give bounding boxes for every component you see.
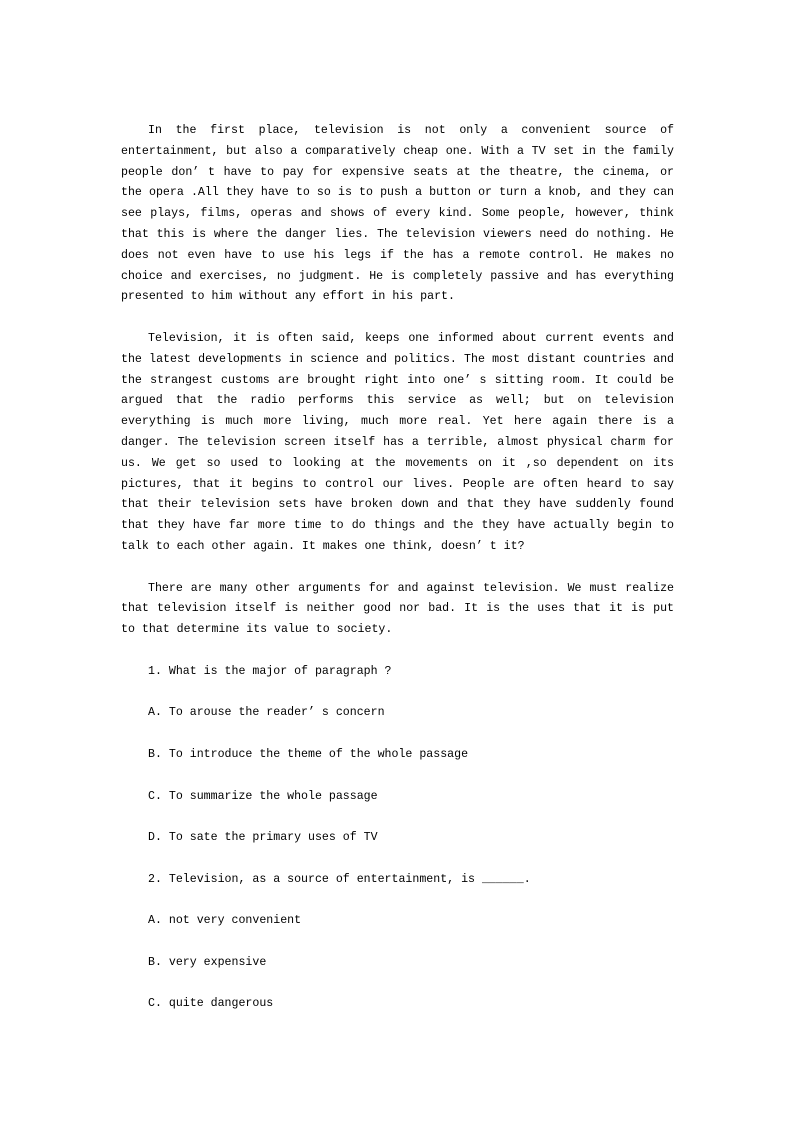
- answer-option: B. To introduce the theme of the whole passage: [148, 747, 469, 761]
- document-page: [121, 121, 674, 1036]
- paragraph-line: choice and exercises, no judgment. He is completely passive and has everything: [121, 269, 674, 283]
- paragraph-line: entertainment, but also a comparatively cheap one. With a TV set in the family: [121, 144, 674, 158]
- answer-option: A. not very convenient: [148, 914, 302, 928]
- paragraph-line: that they have far more time to do things and the they have actually begin to: [121, 519, 674, 533]
- paragraph-line: that their television sets have broken down and that they have suddenly found: [121, 498, 674, 512]
- paragraph: [121, 329, 674, 558]
- paragraph-line: us. We get so used to looking at the movements on it ,so dependent on its: [121, 456, 674, 470]
- paragraph: [121, 121, 674, 308]
- paragraph-line: to that determine its value to society.: [121, 623, 393, 637]
- paragraph-line: that television itself is neither good nor bad. It is the uses that it is put: [121, 602, 674, 616]
- paragraph-line: see plays, films, operas and shows of every kind. Some people, however, think: [121, 207, 674, 221]
- paragraph-line: does not even have to use his legs if the has a remote control. He makes no: [121, 248, 674, 262]
- paragraph-line: argued that the radio performs this service as well; but on television: [121, 394, 674, 408]
- passage: [121, 121, 674, 641]
- answer-option: D. To sate the primary uses of TV: [148, 831, 378, 845]
- paragraph-line: danger. The television screen itself has a terrible, almost physical charm for: [121, 435, 674, 449]
- answer-option: C. To summarize the whole passage: [148, 789, 378, 803]
- paragraph-line: the latest developments in science and politics. The most distant countries and: [121, 352, 674, 366]
- paragraph-line: talk to each other again. It makes one think, doesn’ t it?: [121, 539, 525, 553]
- paragraph-line: people don’ t have to pay for expensive seats at the theatre, the cinema, or: [121, 165, 674, 179]
- answer-option: B. very expensive: [148, 955, 267, 969]
- paragraph-line: that this is where the danger lies. The television viewers need do nothing. He: [121, 227, 674, 241]
- paragraph-line: everything is much more living, much more real. Yet here again there is a: [121, 415, 674, 429]
- paragraph-line: the opera .All they have to so is to push a button or turn a knob, and they can: [121, 186, 674, 200]
- paragraph-line: Television, it is often said, keeps one informed about current events and: [148, 331, 674, 345]
- paragraph-line: presented to him without any effort in his part.: [121, 290, 455, 304]
- answer-option: A. To arouse the reader’ s concern: [148, 706, 385, 720]
- answer-option: C. quite dangerous: [148, 997, 274, 1011]
- paragraph-line: There are many other arguments for and against television. We must realize: [148, 581, 674, 595]
- paragraph-line: pictures, that it begins to control our lives. People are often heard to say: [121, 477, 674, 491]
- question: 2. Television, as a source of entertainment, is ______.: [148, 872, 531, 886]
- paragraph-line: the strangest customs are brought right into one’ s sitting room. It could be: [121, 373, 674, 387]
- paragraph: [121, 579, 674, 641]
- paragraph-line: In the first place, television is not only a convenient source of: [148, 124, 674, 137]
- questions: [121, 662, 674, 1036]
- question: 1. What is the major of paragraph ?: [148, 664, 392, 678]
